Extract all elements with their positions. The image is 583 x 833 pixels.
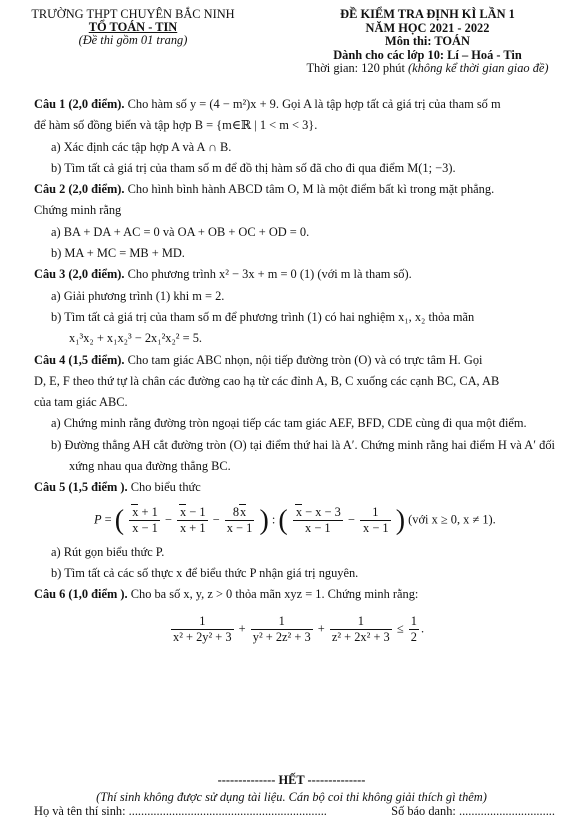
footer-note: (Thí sinh không được sử dụng tài liệu. Cán bộ coi thi không giải thích gì thêm) [96, 790, 487, 804]
page-count: (Đề thi gồm 01 trang) [78, 33, 188, 47]
exam-title: ĐỀ KIỂM TRA ĐỊNH KÌ LẦN 1 [340, 7, 515, 21]
q4-part-b: b) Đường thẳng AH cắt đường tròn (O) tại điểm thứ hai là A′. Chứng minh rằng hai điểm H và A′ đối xứng nhau qua đường thẳng BC. [51, 437, 555, 474]
q1-intro: Câu 1 (2,0 điểm). Cho hàm số y = (4 − m²)x + 9. Gọi A là tập hợp tất cả giá trị của tham số m [34, 97, 501, 111]
q3-condition: x₁³x₂ + x₁x₂³ − 2x₁²x₂² = 5. [69, 331, 202, 346]
q6-intro: Câu 6 (1,0 điểm ). Cho ba số x, y, z > 0 thỏa mãn xyz = 1. Chứng minh rằng: [34, 587, 419, 602]
subject: Môn thi: TOÁN [385, 34, 470, 48]
q4-part-a: a) Chứng minh rằng đường tròn ngoại tiếp các tam giác AEF, BFD, CDE cùng đi qua một điểm. [51, 416, 527, 431]
q1-intro-2: để hàm số đồng biến và tập hợp B = {m∈ℝ | 1 < m < 3}. [34, 118, 318, 133]
q3-part-b: b) Tìm tất cả giá trị của tham số m để phương trình (1) có hai nghiệm x₁, x₂ thỏa mãn [51, 309, 475, 324]
q5-intro: Câu 5 (1,5 điểm ). Cho biểu thức [34, 480, 201, 495]
candidate-id-line: Số báo danh: ............................... [391, 804, 555, 818]
school-name: TRƯỜNG THPT CHUYÊN BẮC NINH [31, 7, 235, 21]
time-limit: Thời gian: 120 phút (không kể thời gian giao đề) [306, 61, 549, 75]
q2-part-b: b) MA + MC = MB + MD. [51, 246, 185, 261]
end-marker: -------------- HẾT -------------- [217, 773, 366, 787]
q4-intro: Câu 4 (1,5 điểm). Cho tam giác ABC nhọn, nội tiếp đường tròn (O) và có trực tâm H. Gọi [34, 352, 483, 367]
header-left [28, 8, 238, 47]
q2-intro: Câu 2 (2,0 điểm). Cho hình bình hành ABCD tâm O, M là một điểm bất kì trong mặt phẳng. [34, 182, 495, 197]
q3-part-a: a) Giải phương trình (1) khi m = 2. [51, 288, 225, 303]
q5-formula: P = ( $\frac{x + 1}{x - 1}$ − $\frac{x - 1}{x + 1}$ − $\frac{8x}{x - 1}$ ) : ( $\frac{x - x - 3}{x - 1}$ − $\frac{1}{x - 1}$ ) (với x ≥ 0, x ≠ 1). [94, 504, 496, 536]
q4-intro-2: D, E, F theo thứ tự là chân các đường cao hạ từ các đỉnh A, B, C xuống các cạnh BC, CA, AB [34, 373, 500, 388]
q1-part-a: a) Xác định các tập hợp A và A ∩ B. [51, 139, 232, 154]
q2-intro-2: Chứng minh rằng [34, 203, 122, 218]
q5-part-b: b) Tìm tất cả các số thực x để biểu thức P nhận giá trị nguyên. [51, 565, 359, 580]
q3-intro: Câu 3 (2,0 điểm). Cho phương trình x² − 3x + m = 0 (1) (với m là tham số). [34, 267, 412, 282]
department: TỔ TOÁN - TIN [88, 20, 178, 34]
candidate-name-line: Họ và tên thí sinh: ................................................................ [34, 804, 327, 818]
q6-formula: $\frac{1}{\text{x² + 2y² + 3}}$ + $\frac{1}{\text{y² + 2z² + 3}}$ + $\frac{1}{\text{z² + 2x² + 3}}$ ≤ $\frac{1}{2}$ . [173, 613, 425, 644]
q4-intro-3: của tam giác ABC. [34, 395, 128, 410]
candidate-info [34, 804, 555, 819]
q1-part-b: b) Tìm tất cả giá trị của tham số m để đồ thị hàm số đã cho đi qua điểm M(1; −3). [51, 160, 456, 175]
q2-part-a: a) BA + DA + AC = 0 và OA + OB + OC + OD = 0. [51, 224, 310, 239]
target-classes: Dành cho các lớp 10: Lí – Hoá - Tin [333, 47, 522, 62]
school-year: NĂM HỌC 2021 - 2022 [365, 20, 490, 35]
exam-body [34, 94, 555, 649]
q5-condition: (với x ≥ 0, x ≠ 1). [408, 511, 496, 526]
header-right [280, 8, 575, 76]
q5-part-a: a) Rút gọn biểu thức P. [51, 544, 165, 559]
